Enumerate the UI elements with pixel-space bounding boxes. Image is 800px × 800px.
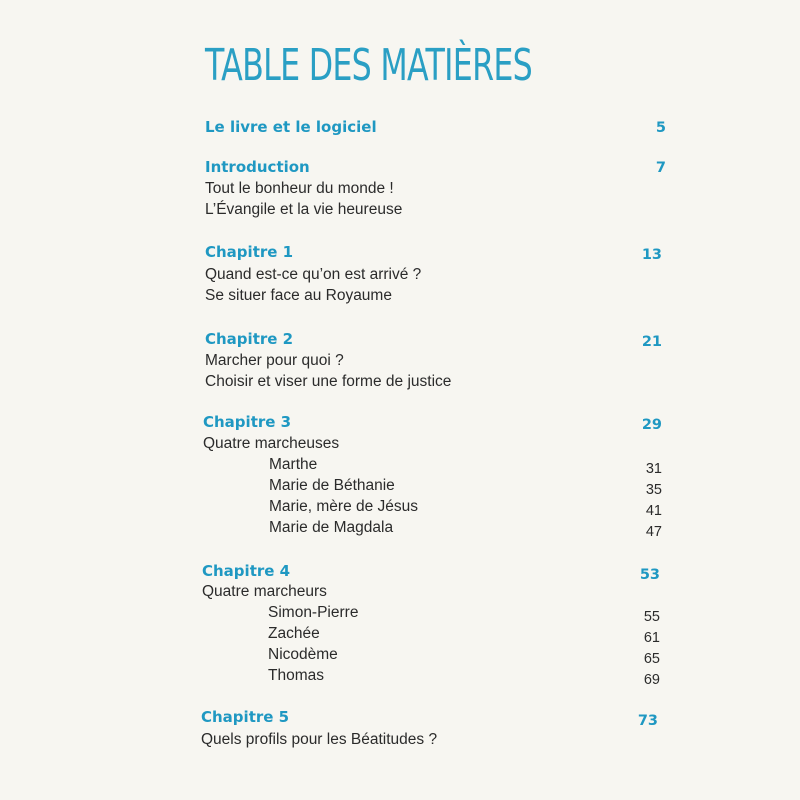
toc-subitem: Marthe <box>269 456 318 473</box>
toc-heading-chapitre-2: Chapitre 2 <box>205 330 294 348</box>
toc-page-chapitre-1: 13 <box>641 247 662 263</box>
toc-subitem-page: 47 <box>645 524 662 540</box>
toc-subitem: Nicodème <box>268 646 338 663</box>
toc-page-chapitre-3: 29 <box>641 417 662 433</box>
toc-heading-chapitre-4: Chapitre 4 <box>202 562 291 580</box>
toc-heading-introduction: Introduction <box>205 158 310 176</box>
toc-line: Choisir et viser une forme de justice <box>205 373 452 390</box>
toc-line: L’Évangile et la vie heureuse <box>205 201 403 218</box>
toc-page-chapitre-5: 73 <box>637 713 658 729</box>
toc-line: Marcher pour quoi ? <box>205 352 344 369</box>
toc-heading-livre: Le livre et le logiciel <box>205 118 377 136</box>
toc-subitem: Marie, mère de Jésus <box>269 498 419 515</box>
toc-page-livre: 5 <box>655 120 666 136</box>
page-title: TABLE DES MATIÈRES <box>205 40 533 91</box>
toc-subitem-page: 61 <box>643 630 660 646</box>
toc-subitem-page: 35 <box>645 482 662 498</box>
toc-line: Quatre marcheurs <box>202 583 327 600</box>
toc-heading-chapitre-5: Chapitre 5 <box>201 708 290 726</box>
toc-subitem: Zachée <box>268 625 320 642</box>
toc-subitem: Marie de Béthanie <box>269 477 395 494</box>
toc-line: Quand est-ce qu’on est arrivé ? <box>205 266 422 283</box>
toc-subitem-page: 65 <box>643 651 660 667</box>
toc-subitem-page: 41 <box>645 503 662 519</box>
toc-page-chapitre-2: 21 <box>641 334 662 350</box>
toc-line: Quatre marcheuses <box>203 435 340 452</box>
toc-heading-chapitre-1: Chapitre 1 <box>205 243 294 261</box>
toc-subitem-page: 55 <box>643 609 660 625</box>
toc-page-introduction: 7 <box>655 160 666 176</box>
toc-subitem: Marie de Magdala <box>269 519 394 536</box>
toc-page-chapitre-4: 53 <box>639 567 660 583</box>
toc-line: Tout le bonheur du monde ! <box>205 180 394 197</box>
toc-subitem-page: 69 <box>643 672 660 688</box>
toc-line: Se situer face au Royaume <box>205 287 392 304</box>
toc-heading-chapitre-3: Chapitre 3 <box>203 413 292 431</box>
toc-line: Quels profils pour les Béatitudes ? <box>201 731 438 748</box>
toc-subitem-page: 31 <box>645 461 662 477</box>
toc-subitem: Simon-Pierre <box>268 604 359 621</box>
toc-subitem: Thomas <box>268 667 324 684</box>
